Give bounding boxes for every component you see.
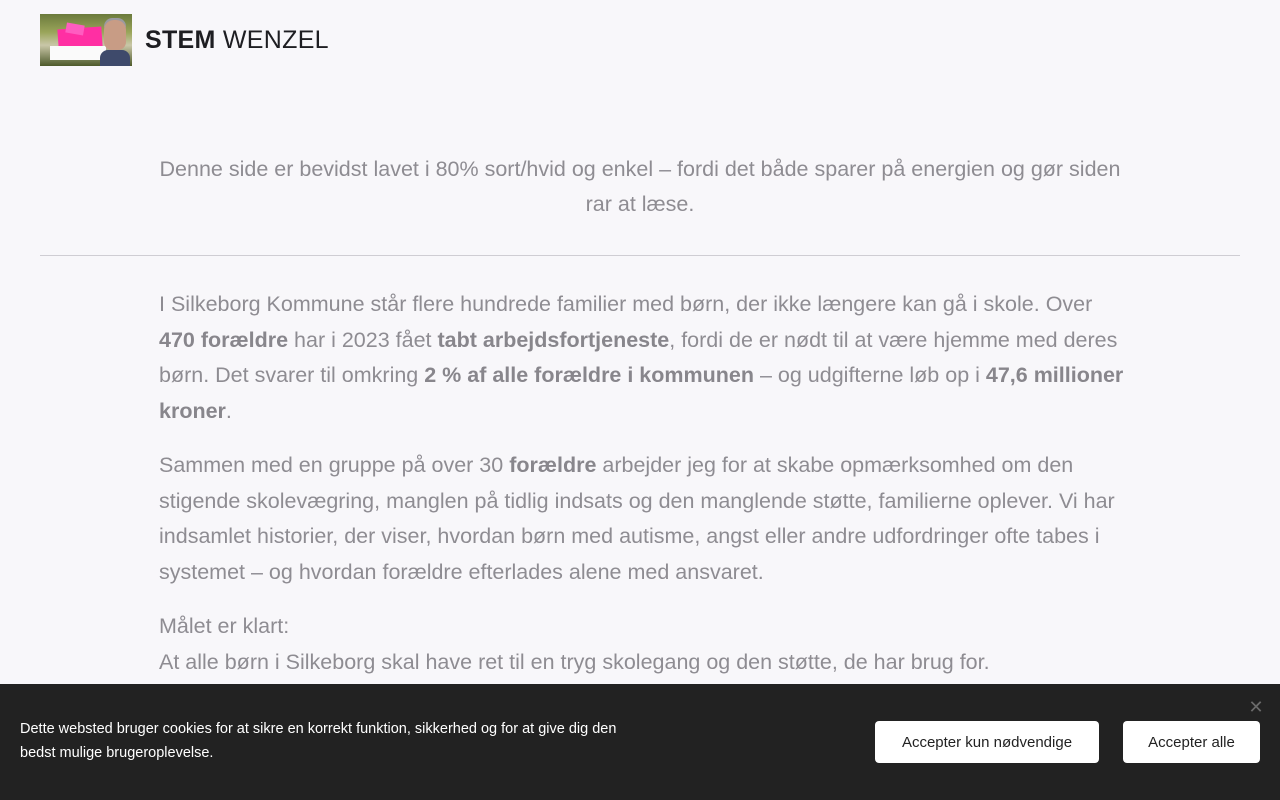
p1-text-4: – og udgifterne løb op i: [754, 363, 986, 387]
site-header: [40, 14, 329, 66]
logo-portrait-shirt: [100, 50, 130, 66]
divider: [40, 255, 1240, 256]
cookie-banner: [0, 684, 1280, 800]
paragraph-2: [159, 448, 1134, 590]
main-content: [159, 287, 1134, 699]
p1-text-2: har i 2023 fået: [288, 327, 438, 352]
logo-portrait-face: [104, 20, 126, 50]
p1-bold-1: 470 forældre: [159, 327, 289, 352]
p3-line-1: Målet er klart:: [159, 614, 290, 638]
close-icon[interactable]: ✕: [1248, 697, 1264, 717]
p1-bold-3: 2 % af alle forældre i kommunen: [424, 363, 754, 387]
logo-white-strip: [50, 46, 106, 60]
cookie-text: Dette websted bruger cookies for at sikre en korrekt funktion, sikkerhed og for at give dig den bedst mulige brugeroplevelse.: [20, 721, 617, 761]
paragraph-3: [159, 609, 1134, 680]
brand-light: WENZEL: [222, 25, 329, 54]
p1-text-5: .: [225, 398, 232, 423]
p1-text-3: , fordi de er nødt til at være hjemme med deres børn. Det svarer til omkring: [159, 327, 1118, 387]
site-logo[interactable]: [40, 14, 132, 66]
brand-name[interactable]: [145, 26, 329, 55]
brand-bold: STEM: [145, 25, 216, 54]
accept-all-button[interactable]: Accepter alle: [1123, 721, 1260, 763]
p2-bold-1: forældre: [509, 453, 597, 477]
p2-text-2: arbejder jeg for at skabe opmærksomhed om den stigende skolevægring, manglen på tidlig indsats og den manglende støtte, familierne oplever. Vi har indsamlet historier, der viser, hvordan børn med autisme, angst eller andre udfordringer ofte tabes i systemet – og hvordan forældre efterlades alene med ansvaret.: [159, 453, 1115, 584]
p3-line-2: At alle børn i Silkeborg skal have ret til en tryg skolegang og den støtte, de har brug for.: [159, 649, 990, 674]
p1-bold-4: 47,6 millioner kroner: [159, 363, 1124, 423]
p2-text-1: Sammen med en gruppe på over 30: [159, 453, 510, 477]
accept-necessary-button[interactable]: Accepter kun nødvendige: [875, 721, 1099, 763]
p1-bold-2: tabt arbejdsfortjeneste: [437, 327, 670, 352]
intro-text: Denne side er bevidst lavet i 80% sort/hvid og enkel – fordi det både sparer på energien og gør siden rar at læse.: [159, 157, 1121, 216]
paragraph-1: [159, 287, 1134, 429]
p1-text-1: I Silkeborg Kommune står flere hundrede familier med børn, der ikke længere kan gå i skole. Over: [159, 292, 1093, 316]
